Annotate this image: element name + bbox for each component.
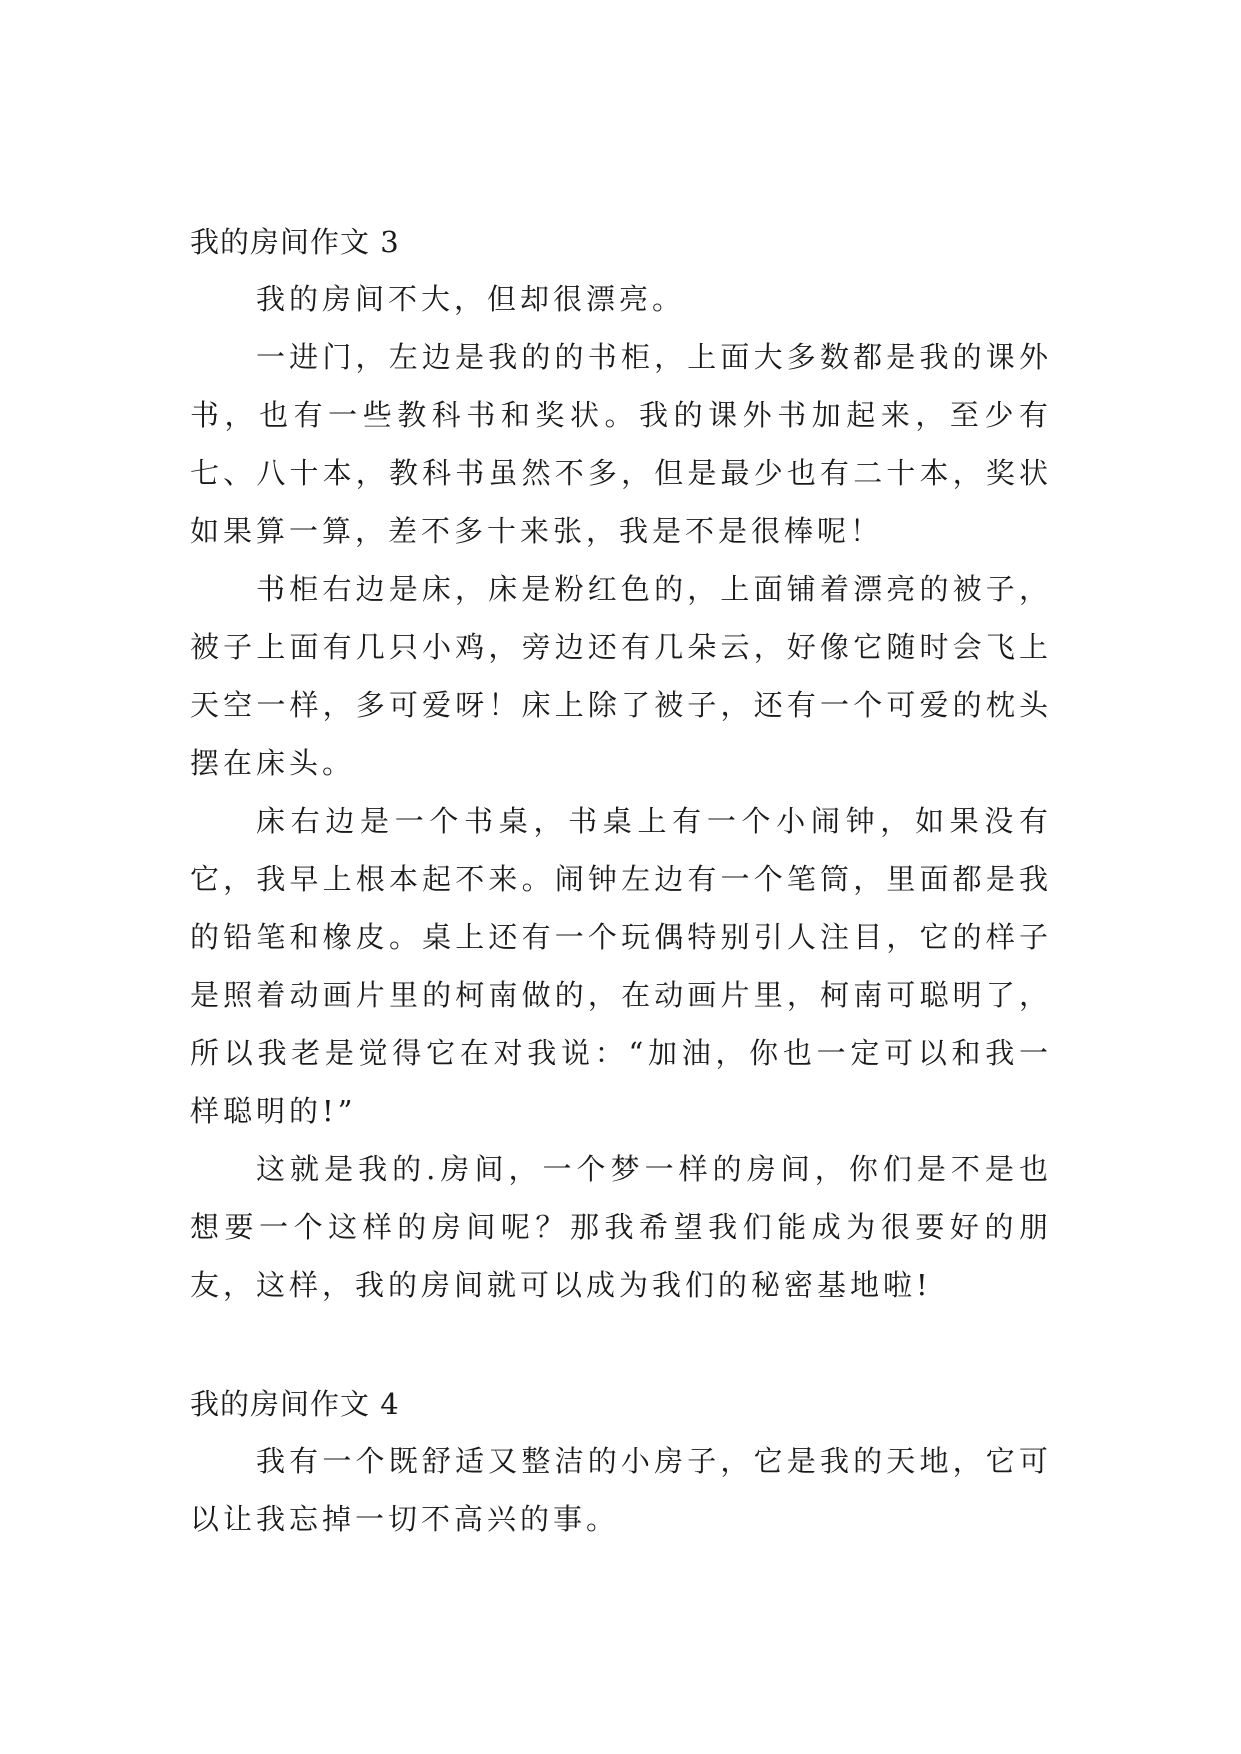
paragraph: 床右边是一个书桌，书桌上有一个小闹钟，如果没有它，我早上根本起不来。闹钟左边有一个笔筒，里面都是我的铅笔和橡皮。桌上还有一个玩偶特别引人注目，它的样子是照着动画片里的柯南做的，在动画片里，柯南可聪明了，所以我老是觉得它在对我说：“加油，你也一定可以和我一样聪明的!” [190, 804, 1052, 1128]
paragraph: 我有一个既舒适又整洁的小房子，它是我的天地，它可以让我忘掉一切不高兴的事。 [190, 1444, 1052, 1536]
section-body [190, 1432, 1052, 1548]
section-body [190, 270, 1052, 1314]
paragraph: 书柜右边是床，床是粉红色的，上面铺着漂亮的被子，被子上面有几只小鸡，旁边还有几朵云，好像它随时会飞上天空一样，多可爱呀！床上除了被子，还有一个可爱的枕头摆在床头。 [190, 572, 1052, 780]
paragraph: 我的房间不大，但却很漂亮。 [256, 282, 686, 316]
section-heading: 我的房间作文 4 [190, 1387, 400, 1421]
paragraph: 一进门，左边是我的的书柜，上面大多数都是我的课外书，也有一些教科书和奖状。我的课外书加起来，至少有七、八十本，教科书虽然不多，但是最少也有二十本，奖状如果算一算，差不多十来张，我是不是很棒呢！ [190, 340, 1052, 548]
paragraph: 这就是我的.房间，一个梦一样的房间，你们是不是也想要一个这样的房间呢？那我希望我们能成为很要好的朋友，这样，我的房间就可以成为我们的秘密基地啦! [190, 1152, 1052, 1302]
section-heading: 我的房间作文 3 [190, 225, 400, 259]
